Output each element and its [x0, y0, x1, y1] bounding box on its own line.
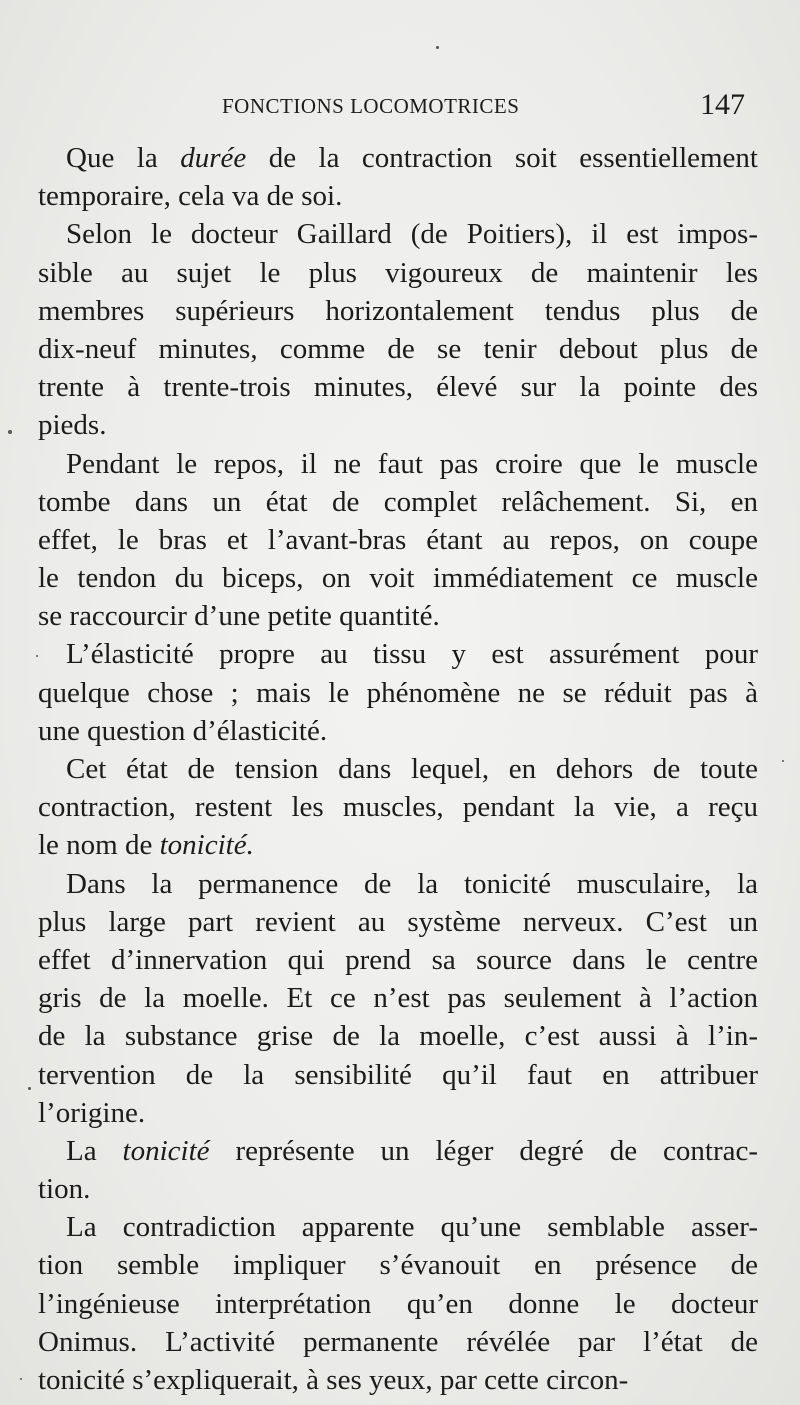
text-line	[38, 597, 758, 635]
text-line	[38, 215, 758, 253]
text-line	[38, 1132, 758, 1170]
text-run: tion.	[38, 1173, 91, 1206]
paragraph	[38, 750, 758, 865]
paragraph	[38, 865, 758, 1132]
print-speck	[28, 1087, 31, 1090]
text-line	[38, 559, 758, 597]
text-run: Onimus. L’activité permanente révélée par l’état de	[38, 1325, 758, 1358]
text-line	[38, 865, 758, 903]
text-line	[38, 406, 758, 444]
text-run: se raccourcir d’une petite quantité.	[38, 600, 440, 633]
body-text	[38, 139, 758, 1399]
paragraph	[38, 1208, 758, 1399]
text-line	[38, 826, 758, 864]
text-line	[38, 903, 758, 941]
text-run: Dans la permanence de la tonicité musculaire, la	[66, 867, 758, 900]
page-number: 147	[700, 88, 745, 121]
print-speck	[20, 1378, 22, 1380]
text-line	[38, 750, 758, 788]
text-line	[38, 1361, 758, 1399]
text-line	[38, 1323, 758, 1361]
text-line	[38, 941, 758, 979]
text-run: Que la	[66, 142, 181, 174]
text-run: pieds.	[38, 409, 107, 442]
italic-term: durée	[180, 142, 247, 174]
text-run: trente à trente-trois minutes, élevé sur la pointe des	[38, 371, 758, 404]
text-run: le nom de	[38, 829, 160, 862]
text-line	[38, 330, 758, 368]
text-line	[38, 979, 758, 1017]
paragraph	[38, 635, 758, 750]
text-run: temporaire, cela va de soi.	[38, 180, 343, 213]
text-run: sible au sujet le plus vigoureux de maintenir les	[38, 256, 758, 289]
text-run: La	[66, 1134, 123, 1167]
text-run: tervention de la sensibilité qu’il faut en attribuer	[38, 1058, 758, 1091]
print-speck	[8, 430, 12, 434]
text-run: tion semble impliquer s’évanouit en présence de	[38, 1249, 758, 1282]
text-run: tombe dans un état de complet relâchement. Si, en	[38, 485, 758, 518]
text-line	[38, 254, 758, 292]
text-line	[38, 139, 758, 177]
text-run: effet d’innervation qui prend sa source dans le centre	[38, 943, 758, 976]
text-line	[38, 1056, 758, 1094]
text-run: de la substance grise de la moelle, c’est aussi à l’in-	[38, 1020, 758, 1053]
text-line	[38, 1285, 758, 1323]
text-line	[38, 712, 758, 750]
print-speck	[782, 760, 784, 762]
paragraph	[38, 1132, 758, 1208]
text-run: l’ingénieuse interprétation qu’en donne le docteur	[38, 1287, 758, 1320]
text-run: plus large part revient au système nerveux. C’est un	[38, 905, 758, 938]
paragraph	[38, 445, 758, 636]
text-line	[38, 445, 758, 483]
text-run: Pendant le repos, il ne faut pas croire que le muscle	[66, 447, 758, 480]
text-run: gris de la moelle. Et ce n’est pas seulement à l’action	[38, 982, 758, 1015]
text-line	[38, 177, 758, 215]
text-line	[38, 483, 758, 521]
text-line	[38, 368, 758, 406]
text-run: contraction, restent les muscles, pendant la vie, a reçu	[38, 791, 758, 824]
running-title: FONCTIONS LOCOMOTRICES	[222, 94, 520, 118]
text-run: une question d’élasticité.	[38, 714, 328, 747]
text-line	[38, 1170, 758, 1208]
text-line	[38, 1246, 758, 1284]
text-line	[38, 292, 758, 330]
text-line	[38, 1094, 758, 1132]
text-line	[38, 635, 758, 673]
text-run: quelque chose ; mais le phénomène ne se réduit pas à	[38, 676, 758, 709]
text-line	[38, 674, 758, 712]
text-run: tonicité s’expliquerait, à ses yeux, par cette circon-	[38, 1364, 629, 1396]
paragraph	[38, 139, 758, 215]
text-run: L’élasticité propre au tissu y est assurément pour	[66, 638, 758, 671]
text-line	[38, 788, 758, 826]
paragraph	[38, 215, 758, 444]
text-line	[38, 1208, 758, 1246]
text-line	[38, 1017, 758, 1055]
text-run: le tendon du biceps, on voit immédiatement ce muscle	[38, 562, 758, 595]
text-run: dix-neuf minutes, comme de se tenir debout plus de	[38, 332, 758, 365]
text-run: Cet état de tension dans lequel, en dehors de toute	[66, 753, 758, 785]
text-line	[38, 521, 758, 559]
page-header	[0, 88, 800, 128]
text-run: de la contraction soit essentiellement	[246, 142, 758, 174]
print-speck	[436, 46, 439, 49]
text-run: représente un léger degré de contrac-	[209, 1134, 758, 1167]
text-run: Selon le docteur Gaillard (de Poitiers), il est impos-	[66, 218, 758, 251]
text-run: effet, le bras et l’avant-bras étant au repos, on coupe	[38, 523, 758, 556]
text-run: La contradiction apparente qu’une semblable asser-	[66, 1211, 758, 1244]
text-run: l’origine.	[38, 1096, 146, 1129]
italic-term: tonicité.	[159, 829, 254, 862]
text-run: membres supérieurs horizontalement tendus plus de	[38, 294, 758, 327]
italic-term: tonicité	[122, 1134, 210, 1167]
print-speck	[36, 655, 38, 657]
